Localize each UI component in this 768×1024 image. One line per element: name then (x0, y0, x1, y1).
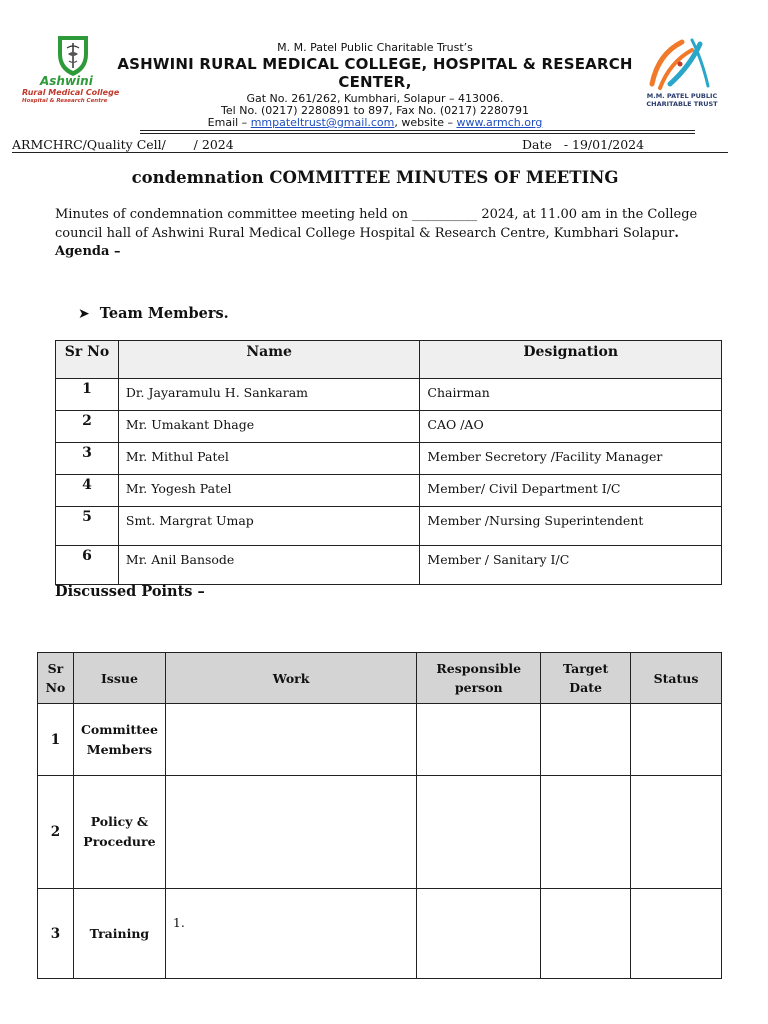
row-responsible (417, 704, 541, 776)
trust-logo-text (636, 92, 728, 108)
col-sr-no: Sr No (56, 341, 119, 379)
row-responsible (417, 776, 541, 889)
reference-number: ARMCHRC/Quality Cell/ / 2024 (12, 137, 234, 152)
col-target-date: Target Date (541, 653, 631, 704)
row-designation: CAO /AO (420, 411, 722, 443)
row-name: Mr. Anil Bansode (118, 546, 420, 585)
row-status (631, 776, 722, 889)
col-sr-no: Sr No (38, 653, 74, 704)
row-name: Mr. Yogesh Patel (118, 475, 420, 507)
table-row (56, 507, 722, 546)
email-link[interactable]: mmpateltrust@gmail.com (250, 116, 395, 129)
team-table (55, 340, 722, 585)
row-designation: Chairman (420, 379, 722, 411)
row-work: 1. (165, 889, 416, 979)
intro-text: Minutes of condemnation committee meeting held on __________ 2024, at 11.00 am in the College council hall of Ashwini Rural Medical College Hospital & Research Centre, Kumbhari Solapur (55, 207, 698, 241)
row-sr: 4 (56, 475, 119, 507)
email-prefix: Email – (207, 116, 251, 129)
table-row (38, 776, 722, 889)
row-sr: 3 (38, 889, 74, 979)
row-status (631, 704, 722, 776)
row-name: Mr. Umakant Dhage (118, 411, 420, 443)
table-row (56, 475, 722, 507)
points-table (37, 652, 722, 979)
row-issue: Committee Members (73, 704, 165, 776)
row-name: Mr. Mithul Patel (118, 443, 420, 475)
row-designation: Member /Nursing Superintendent (420, 507, 722, 546)
address: Gat No. 261/262, Kumbhari, Solapur – 413006. (246, 92, 504, 105)
row-status (631, 889, 722, 979)
header-divider (140, 130, 695, 131)
row-sr: 3 (56, 443, 119, 475)
page-title: condemnation COMMITTEE MINUTES OF MEETING (131, 168, 619, 187)
row-sr: 2 (38, 776, 74, 889)
row-sr: 1 (38, 704, 74, 776)
table-row (38, 704, 722, 776)
row-sr: 6 (56, 546, 119, 585)
row-name: Smt. Margrat Umap (118, 507, 420, 546)
row-sr: 5 (56, 507, 119, 546)
agenda-label: Agenda – (55, 244, 121, 259)
trust-logo-line2: CHARITABLE TRUST (646, 100, 718, 108)
trust-logo-line1: M.M. PATEL PUBLIC (646, 92, 718, 100)
document-date: Date - 19/01/2024 (522, 137, 645, 152)
col-status: Status (631, 653, 722, 704)
arrow-bullet-icon: ➤ (78, 306, 90, 322)
col-issue: Issue (73, 653, 165, 704)
row-work (165, 704, 416, 776)
table-row (56, 443, 722, 475)
col-name: Name (118, 341, 420, 379)
col-work: Work (165, 653, 416, 704)
team-heading (78, 305, 229, 322)
reference-divider (12, 152, 728, 153)
col-designation: Designation (420, 341, 722, 379)
phone: Tel No. (0217) 2280891 to 897, Fax No. (0217) 2280791 (221, 104, 529, 117)
row-sr: 1 (56, 379, 119, 411)
table-row (56, 379, 722, 411)
points-table-header (38, 653, 722, 704)
logo-line1: Rural Medical College (22, 88, 120, 97)
header-divider-2 (140, 133, 695, 134)
row-target-date (541, 889, 631, 979)
trust-name: M. M. Patel Public Charitable Trust’s (277, 41, 473, 54)
row-target-date (541, 704, 631, 776)
team-table-header (56, 341, 722, 379)
row-work (165, 776, 416, 889)
team-heading-label: Team Members. (99, 305, 229, 322)
intro-paragraph (55, 205, 715, 243)
row-sr: 2 (56, 411, 119, 443)
row-designation: Member / Sanitary I/C (420, 546, 722, 585)
row-name: Dr. Jayaramulu H. Sankaram (118, 379, 420, 411)
col-responsible-person: Responsible person (417, 653, 541, 704)
row-designation: Member Secretory /Facility Manager (420, 443, 722, 475)
table-row (56, 411, 722, 443)
email-line (150, 116, 600, 129)
row-issue: Training (73, 889, 165, 979)
row-designation: Member/ Civil Department I/C (420, 475, 722, 507)
row-target-date (541, 776, 631, 889)
row-issue: Policy & Procedure (73, 776, 165, 889)
logo-name: Ashwini (40, 74, 93, 88)
table-row (56, 546, 722, 585)
college-name: ASHWINI RURAL MEDICAL COLLEGE, HOSPITAL & RESEARCH CENTER, (117, 55, 633, 91)
logo-line2: Hospital & Research Centre (22, 98, 108, 104)
discussed-heading: Discussed Points – (55, 583, 205, 600)
intro-end: . (674, 226, 679, 241)
website-prefix: , website – (394, 116, 457, 129)
row-responsible (417, 889, 541, 979)
website-link[interactable]: www.armch.org (456, 116, 543, 129)
table-row (38, 889, 722, 979)
